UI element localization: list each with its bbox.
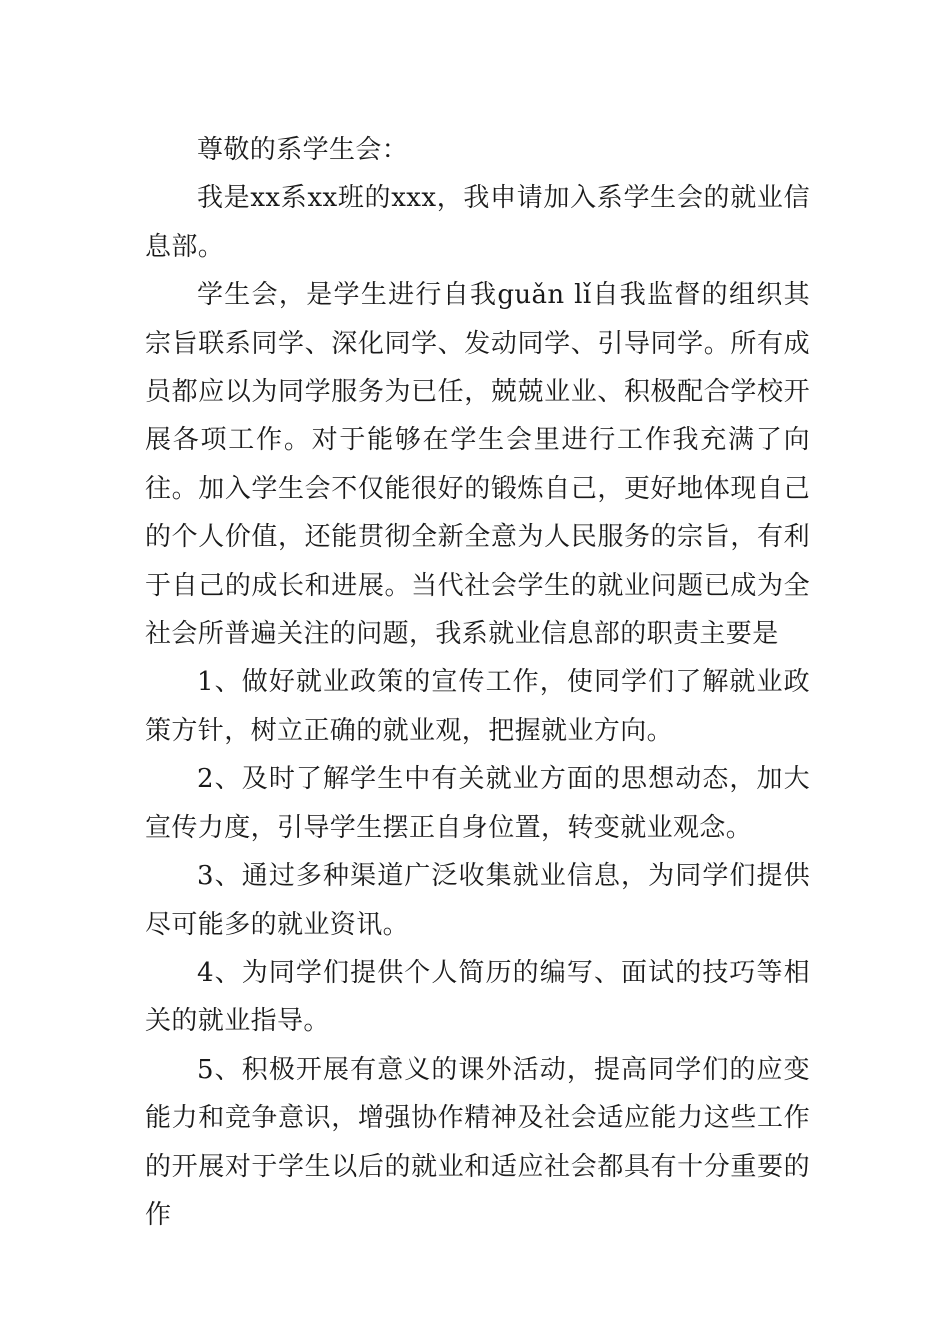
list-item-1: 1、做好就业政策的宣传工作，使同学们了解就业政策方针，树立正确的就业观，把握就业方向。 <box>145 667 810 746</box>
paragraph-student-union: 学生会，是学生进行自我guǎn lǐ自我监督的组织其宗旨联系同学、深化同学、发动同学、引导同学。所有成员都应以为同学服务为已任，兢兢业业、积极配合学校开展各项工作。对于能够在学生会里进行工作我充满了向往。加入学生会不仅能很好的锻炼自己，更好地体现自己的个人价值，还能贯彻全新全意为人民服务的宗旨，有利于自己的成长和进展。当代社会学生的就业问题已成为全社会所普遍关注的问题，我系就业信息部的职责主要是 <box>145 280 810 650</box>
paragraph-intro: 我是xx系xx班的xxx，我申请加入系学生会的就业信息部。 <box>145 183 810 262</box>
list-item-4: 4、为同学们提供个人简历的编写、面试的技巧等相关的就业指导。 <box>145 957 810 1037</box>
document-body <box>145 126 810 1239</box>
list-item-2: 2、及时了解学生中有关就业方面的思想动态，加大宣传力度，引导学生摆正自身位置，转变就业观念。 <box>145 764 810 843</box>
list-item-3: 3、通过多种渠道广泛收集就业信息，为同学们提供尽可能多的就业资讯。 <box>145 861 810 940</box>
salutation: 尊敬的系学生会： <box>197 135 409 165</box>
list-item-5: 5、积极开展有意义的课外活动，提高同学们的应变能力和竞争意识，增强协作精神及社会适应能力这些工作的开展对于学生以后的就业和适应社会都具有十分重要的作 <box>145 1054 810 1230</box>
